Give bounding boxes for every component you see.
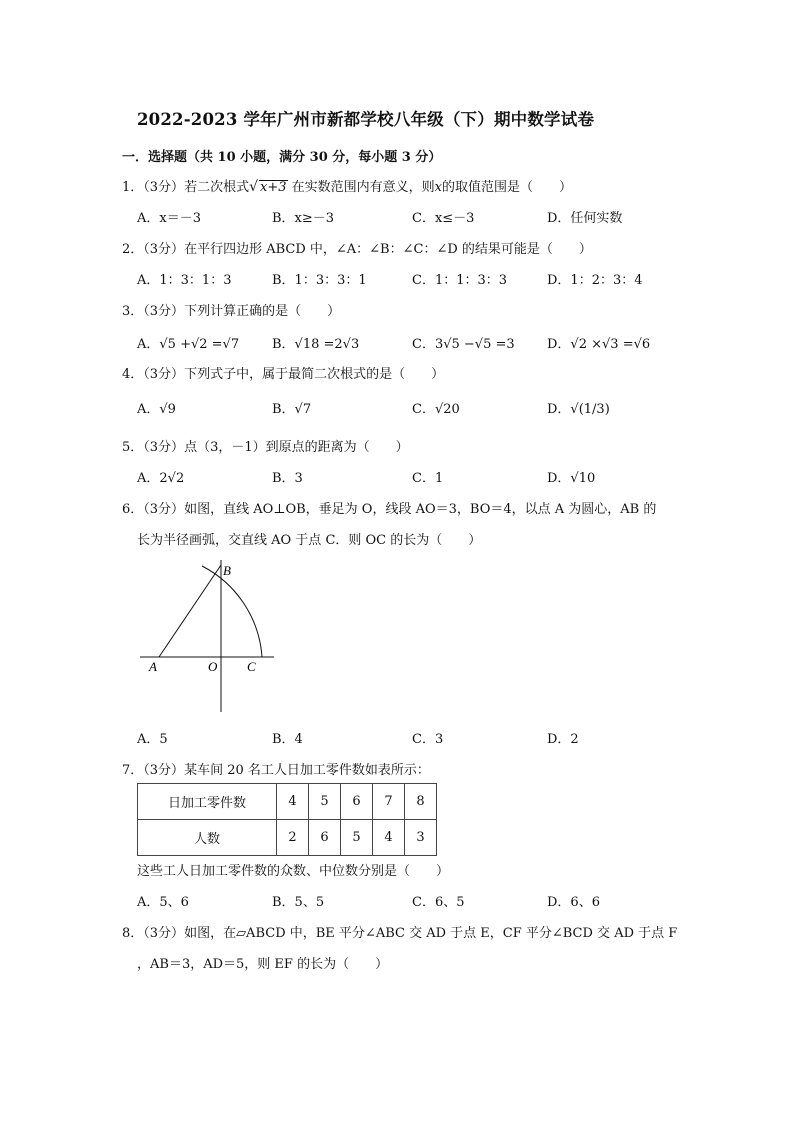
question-score: （3分） bbox=[143, 926, 185, 941]
label-o: O bbox=[208, 659, 218, 674]
question-score: （3分） bbox=[143, 304, 185, 319]
table-cell: 4 bbox=[277, 784, 309, 820]
question-number: 2． bbox=[122, 242, 144, 257]
option-d: D．√2 ×√3 =√6 bbox=[547, 337, 651, 352]
option-b: B．√18 =2√3 bbox=[272, 337, 360, 352]
table-cell: 7 bbox=[373, 784, 405, 820]
question-number: 3． bbox=[122, 304, 144, 319]
question-score: （3分） bbox=[143, 242, 185, 257]
radicand: x+3 bbox=[260, 180, 287, 195]
table-cell: 8 bbox=[405, 784, 437, 820]
option-d: D．任何实数 bbox=[547, 211, 623, 226]
table-cell: 3 bbox=[405, 820, 437, 856]
data-table bbox=[137, 783, 437, 856]
question-number: 5． bbox=[122, 440, 144, 455]
segment-ab bbox=[159, 565, 221, 657]
option-c: C．1：1：3：3 bbox=[412, 273, 508, 288]
question-score: （3分） bbox=[143, 367, 185, 382]
question-number: 7． bbox=[122, 763, 144, 778]
question-text: 下列计算正确的是（ ） bbox=[184, 304, 341, 319]
option-a: A．1：3：1：3 bbox=[137, 273, 232, 288]
option-d: D．2 bbox=[547, 732, 579, 747]
question-3 bbox=[122, 300, 340, 319]
option-a: A．5 bbox=[137, 732, 168, 747]
question-7-followup: 这些工人日加工零件数的众数、中位数分别是（ ） bbox=[137, 864, 450, 879]
geometry-figure bbox=[136, 560, 286, 720]
question-number: 1． bbox=[122, 180, 144, 195]
question-text: 在实数范围内有意义，则 bbox=[291, 180, 435, 195]
label-b: B bbox=[223, 563, 231, 578]
question-5 bbox=[122, 436, 409, 455]
option-c: C．x≤－3 bbox=[412, 211, 475, 226]
table-row bbox=[138, 820, 437, 856]
question-score: （3分） bbox=[143, 502, 185, 517]
question-text: 某车间 20 名工人日加工零件数如表所示： bbox=[184, 763, 430, 778]
radical-sign-icon: √ bbox=[249, 179, 258, 195]
question-text: 如图，直线 AO⊥OB，垂足为 O，线段 AO＝3，BO＝4，以点 A 为圆心，AB 的 bbox=[184, 502, 657, 517]
table-cell: 6 bbox=[309, 820, 341, 856]
question-1 bbox=[122, 176, 572, 195]
table-cell: 6 bbox=[341, 784, 373, 820]
table-row bbox=[138, 784, 437, 820]
question-score: （3分） bbox=[143, 440, 185, 455]
option-c: C．3√5 −√5 =3 bbox=[412, 337, 515, 352]
variable: x bbox=[434, 180, 442, 195]
question-text: 下列式子中，属于最简二次根式的是（ ） bbox=[184, 367, 445, 382]
question-text: 点（3，－1）到原点的距离为（ ） bbox=[184, 440, 409, 455]
table-header-cell: 人数 bbox=[138, 820, 277, 856]
question-text: 在平行四边形 ABCD 中，∠A：∠B：∠C：∠D 的结果可能是（ ） bbox=[184, 242, 592, 257]
question-number: 8． bbox=[122, 926, 144, 941]
option-b: B．√7 bbox=[272, 402, 312, 417]
question-2 bbox=[122, 238, 592, 257]
option-b: B．3 bbox=[272, 471, 303, 486]
label-c: C bbox=[247, 659, 256, 674]
table-cell: 2 bbox=[277, 820, 309, 856]
question-text: 如图，在▱ABCD 中，BE 平分∠ABC 交 AD 于点 E，CF 平分∠BCD 交 AD 于点 F bbox=[184, 926, 678, 941]
option-d: D．6、6 bbox=[547, 895, 600, 910]
option-b: B．1：3：3：1 bbox=[272, 273, 367, 288]
option-a: A．√5 +√2 =√7 bbox=[137, 337, 240, 352]
option-d: D．√(1/3) bbox=[547, 402, 610, 417]
question-6-line-2: 长为半径画弧，交直线 AO 于点 C．则 OC 的长为（ ） bbox=[137, 533, 482, 548]
option-b: B．4 bbox=[272, 732, 303, 747]
question-4 bbox=[122, 363, 444, 382]
table-header-cell: 日加工零件数 bbox=[138, 784, 277, 820]
option-c: C．1 bbox=[412, 471, 444, 486]
question-8-line-2: ，AB＝3，AD＝5，则 EF 的长为（ ） bbox=[137, 957, 389, 972]
option-a: A．√9 bbox=[137, 402, 176, 417]
table-cell: 5 bbox=[309, 784, 341, 820]
question-text: 的取值范围是（ ） bbox=[442, 180, 573, 195]
option-c: C．√20 bbox=[412, 402, 460, 417]
table-cell: 4 bbox=[373, 820, 405, 856]
option-c: C．6、5 bbox=[412, 895, 465, 910]
option-d: D．1：2：3：4 bbox=[547, 273, 643, 288]
question-score: （3分） bbox=[143, 180, 185, 195]
question-8-line-1 bbox=[122, 922, 677, 941]
section-heading: 一．选择题（共 10 小题，满分 30 分，每小题 3 分） bbox=[122, 150, 442, 165]
option-b: B．x≥－3 bbox=[272, 211, 335, 226]
option-a: A．x＝－3 bbox=[137, 211, 201, 226]
option-c: C．3 bbox=[412, 732, 444, 747]
option-b: B．5、5 bbox=[272, 895, 325, 910]
question-7 bbox=[122, 759, 430, 778]
question-number: 6． bbox=[122, 502, 144, 517]
question-text: 若二次根式 bbox=[184, 180, 250, 195]
page-title: 2022-2023 学年广州市新都学校八年级（下）期中数学试卷 bbox=[137, 110, 595, 129]
option-d: D．√10 bbox=[547, 471, 596, 486]
question-score: （3分） bbox=[143, 763, 185, 778]
question-number: 4． bbox=[122, 367, 144, 382]
option-a: A．2√2 bbox=[137, 471, 185, 486]
option-a: A．5、6 bbox=[137, 895, 189, 910]
table-cell: 5 bbox=[341, 820, 373, 856]
label-a: A bbox=[149, 659, 157, 674]
question-6-line-1 bbox=[122, 498, 656, 517]
